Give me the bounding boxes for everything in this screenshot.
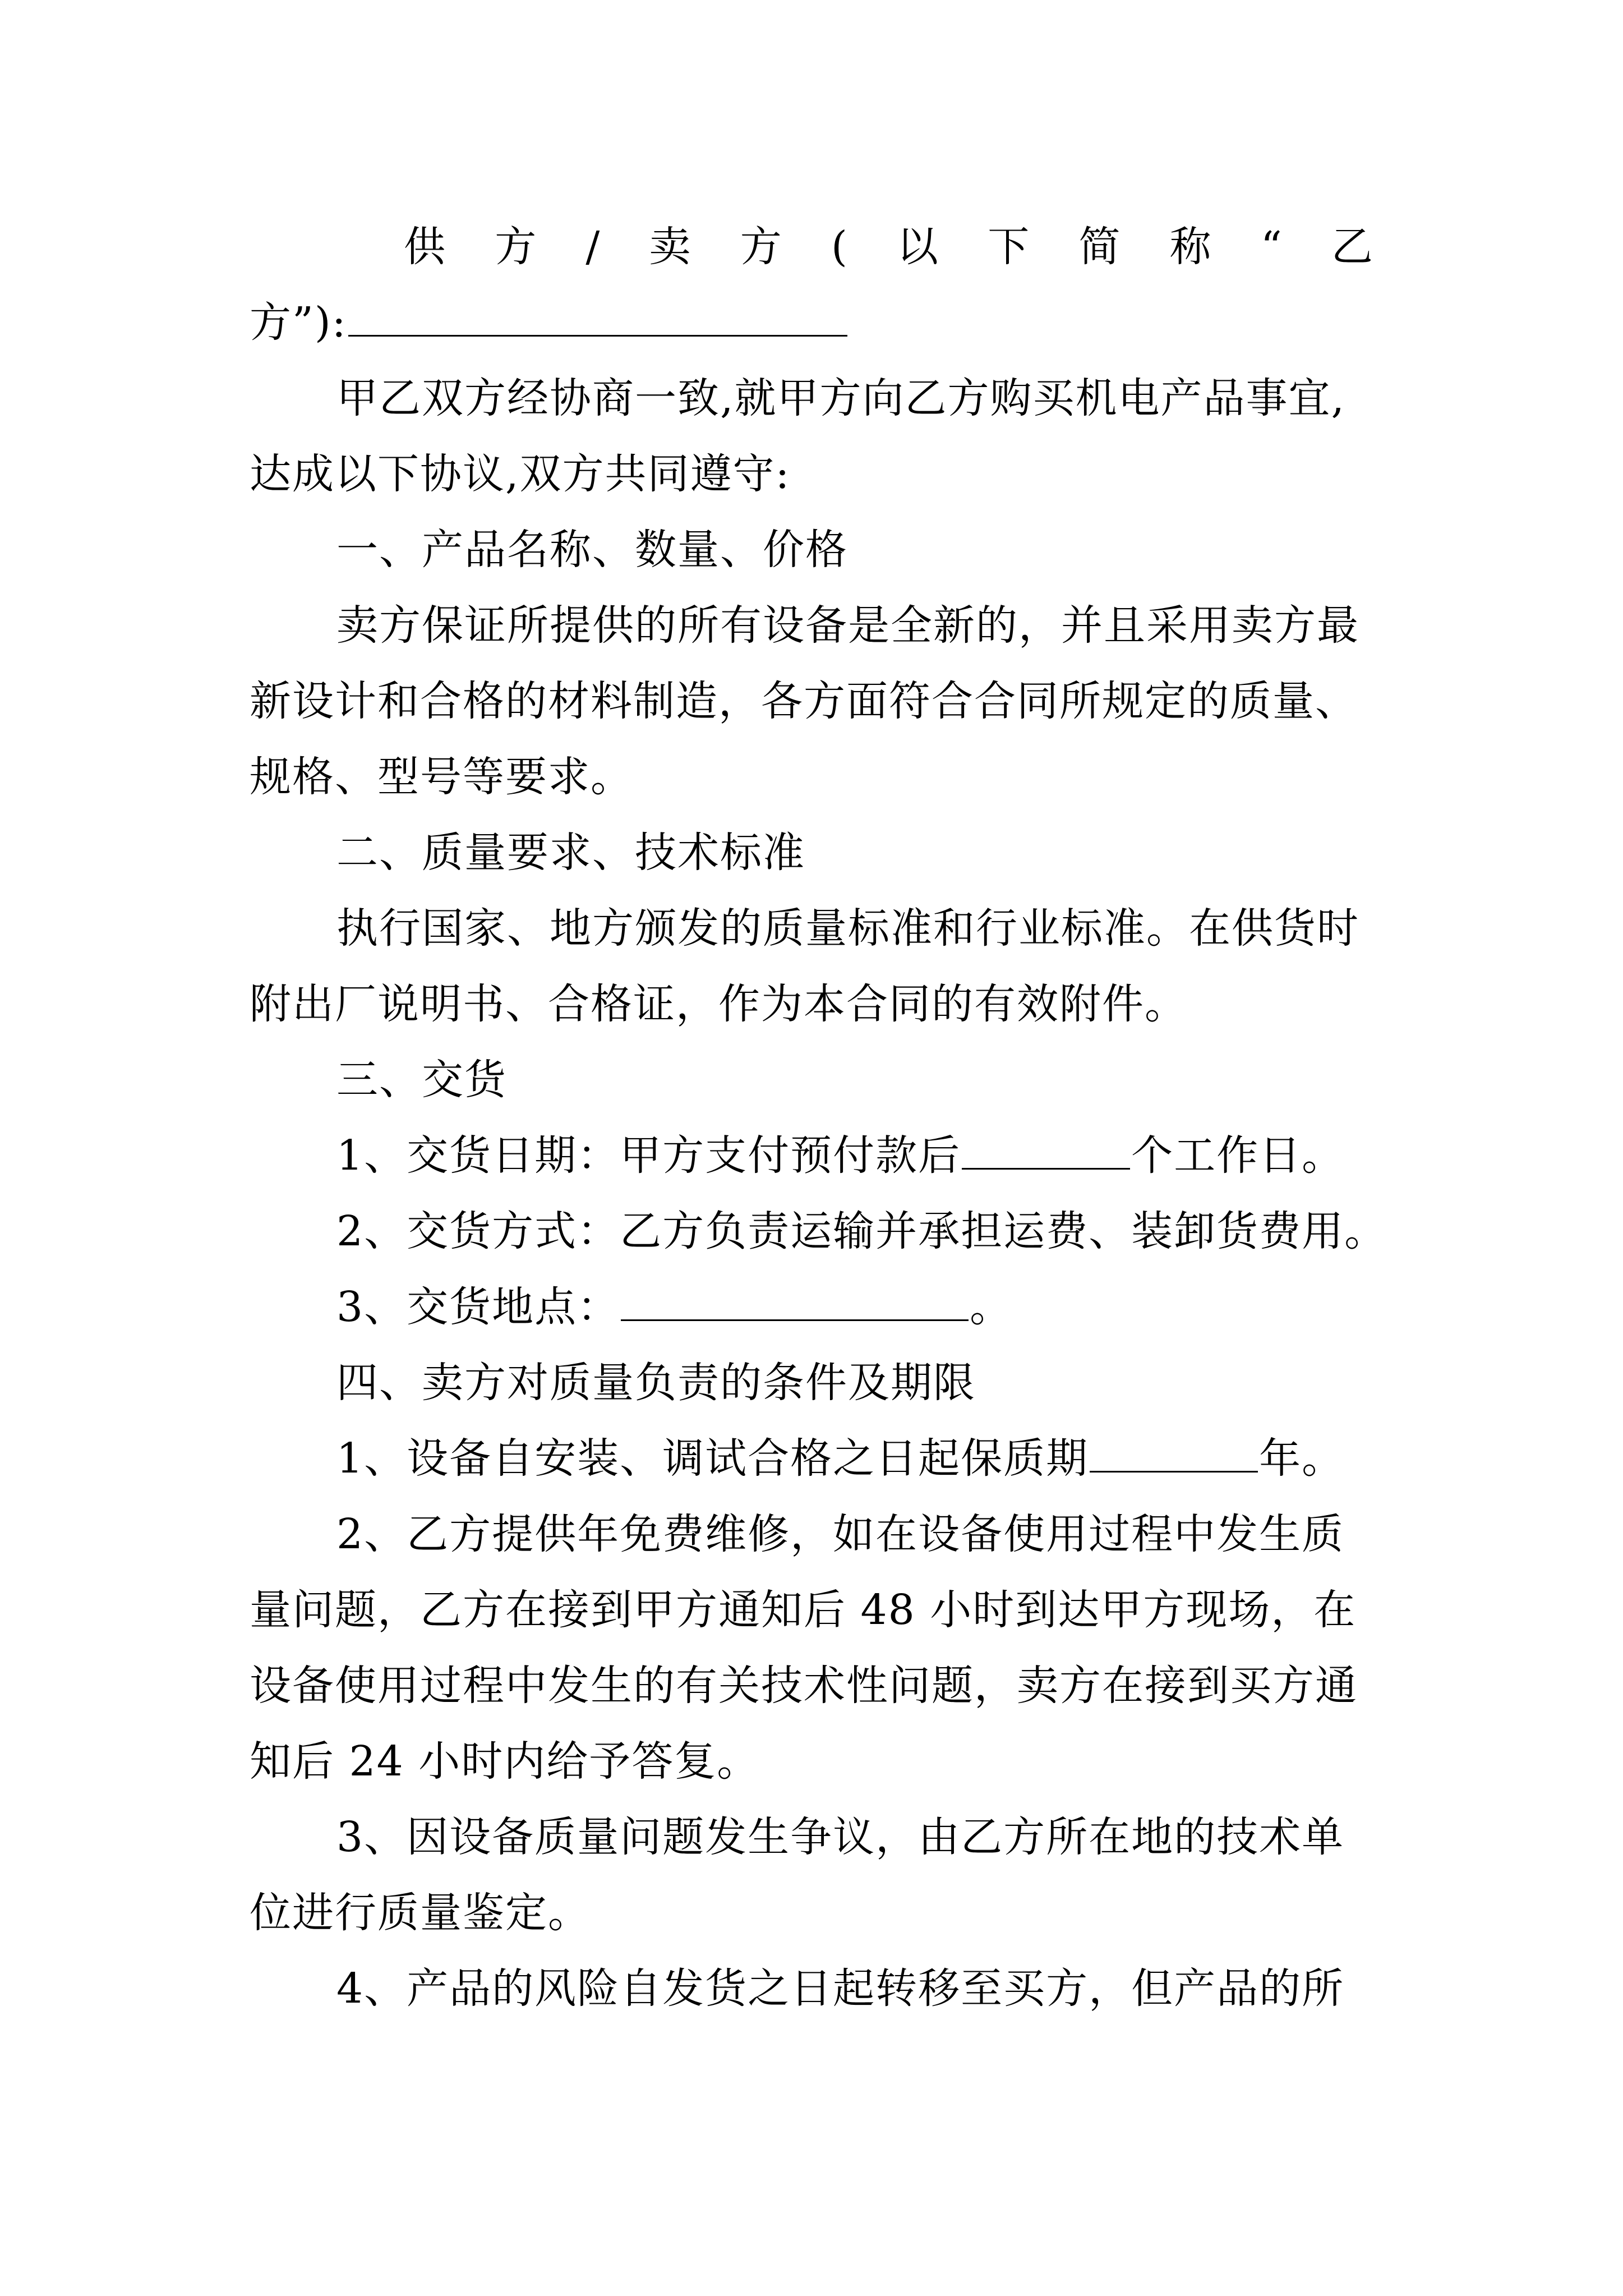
delivery-place-label: 3、交货地点： <box>336 1283 620 1331</box>
supplier-char: 卖 <box>649 223 692 271</box>
delivery-place-blank[interactable] <box>621 1286 969 1321</box>
intro-line-1: 甲乙双方经协商一致,就甲方向乙方购买机电产品事宜, <box>336 374 1346 422</box>
supplier-line <box>404 219 1374 275</box>
delivery-method-line: 2、交货方式：乙方负责运输并承担运费、装卸货费用。 <box>336 1207 1387 1255</box>
delivery-place-line <box>336 1279 1486 1335</box>
warranty-label: 1、设备自安装、调试合格之日起保质期 <box>336 1434 1089 1483</box>
supplier-char: 称 <box>1169 223 1212 271</box>
section-4-item-2-line: 知后 24 小时内给予答复。 <box>250 1737 760 1786</box>
delivery-date-suffix: 个工作日。 <box>1131 1131 1345 1180</box>
warranty-years-blank[interactable] <box>1090 1437 1258 1473</box>
section-4-item-3-line: 3、因设备质量问题发生争议，由乙方所在地的技术单 <box>336 1813 1345 1861</box>
section-2-title: 二、质量要求、技术标准 <box>336 829 805 877</box>
supplier-line-2 <box>250 295 1399 351</box>
section-2-para-line: 附出厂说明书、合格证，作为本合同的有效附件。 <box>250 980 1187 1028</box>
section-1-title: 一、产品名称、数量、价格 <box>336 526 848 574</box>
supplier-char: 简 <box>1078 223 1122 271</box>
supplier-char: “ <box>1260 223 1283 271</box>
supplier-char: / <box>585 223 601 271</box>
supplier-label-suffix: 方”): <box>250 298 347 347</box>
delivery-date-line <box>336 1128 1486 1184</box>
section-1-para-line: 规格、型号等要求。 <box>250 753 633 801</box>
section-3-title: 三、交货 <box>336 1056 507 1104</box>
intro-line-2: 达成以下协议,双方共同遵守: <box>250 450 791 498</box>
warranty-line <box>336 1430 1486 1487</box>
section-1-para-line: 新设计和合格的材料制造，各方面符合合同所规定的质量、 <box>250 677 1358 725</box>
supplier-name-blank[interactable] <box>348 301 847 337</box>
supplier-char: 以 <box>897 223 940 271</box>
section-2-para-line: 执行国家、地方颁发的质量标准和行业标准。在供货时 <box>336 904 1359 953</box>
delivery-place-suffix: 。 <box>970 1283 1013 1331</box>
supplier-char: 下 <box>988 223 1031 271</box>
section-4-title: 四、卖方对质量负责的条件及期限 <box>336 1359 976 1407</box>
section-4-item-2-line: 量问题，乙方在接到甲方通知后 48 小时到达甲方现场，在 <box>250 1586 1357 1634</box>
delivery-date-label: 1、交货日期：甲方支付预付款后 <box>336 1131 961 1180</box>
supplier-char: 供 <box>404 223 446 271</box>
section-1-para-line: 卖方保证所提供的所有设备是全新的，并且采用卖方最 <box>336 601 1359 650</box>
section-4-item-2-line: 2、乙方提供年免费维修，如在设备使用过程中发生质 <box>336 1510 1345 1558</box>
supplier-char: 方 <box>740 223 783 271</box>
section-4-item-2-line: 设备使用过程中发生的有关技术性问题，卖方在接到买方通 <box>250 1662 1358 1710</box>
warranty-suffix: 年。 <box>1259 1434 1345 1483</box>
supplier-char: ( <box>831 223 849 271</box>
supplier-char: 方 <box>495 223 538 271</box>
section-4-item-3-line: 位进行质量鉴定。 <box>250 1889 591 1937</box>
delivery-days-blank[interactable] <box>962 1134 1130 1170</box>
supplier-char: 乙 <box>1331 223 1374 271</box>
section-4-item-4-line: 4、产品的风险自发货之日起转移至买方，但产品的所 <box>336 1964 1345 2013</box>
